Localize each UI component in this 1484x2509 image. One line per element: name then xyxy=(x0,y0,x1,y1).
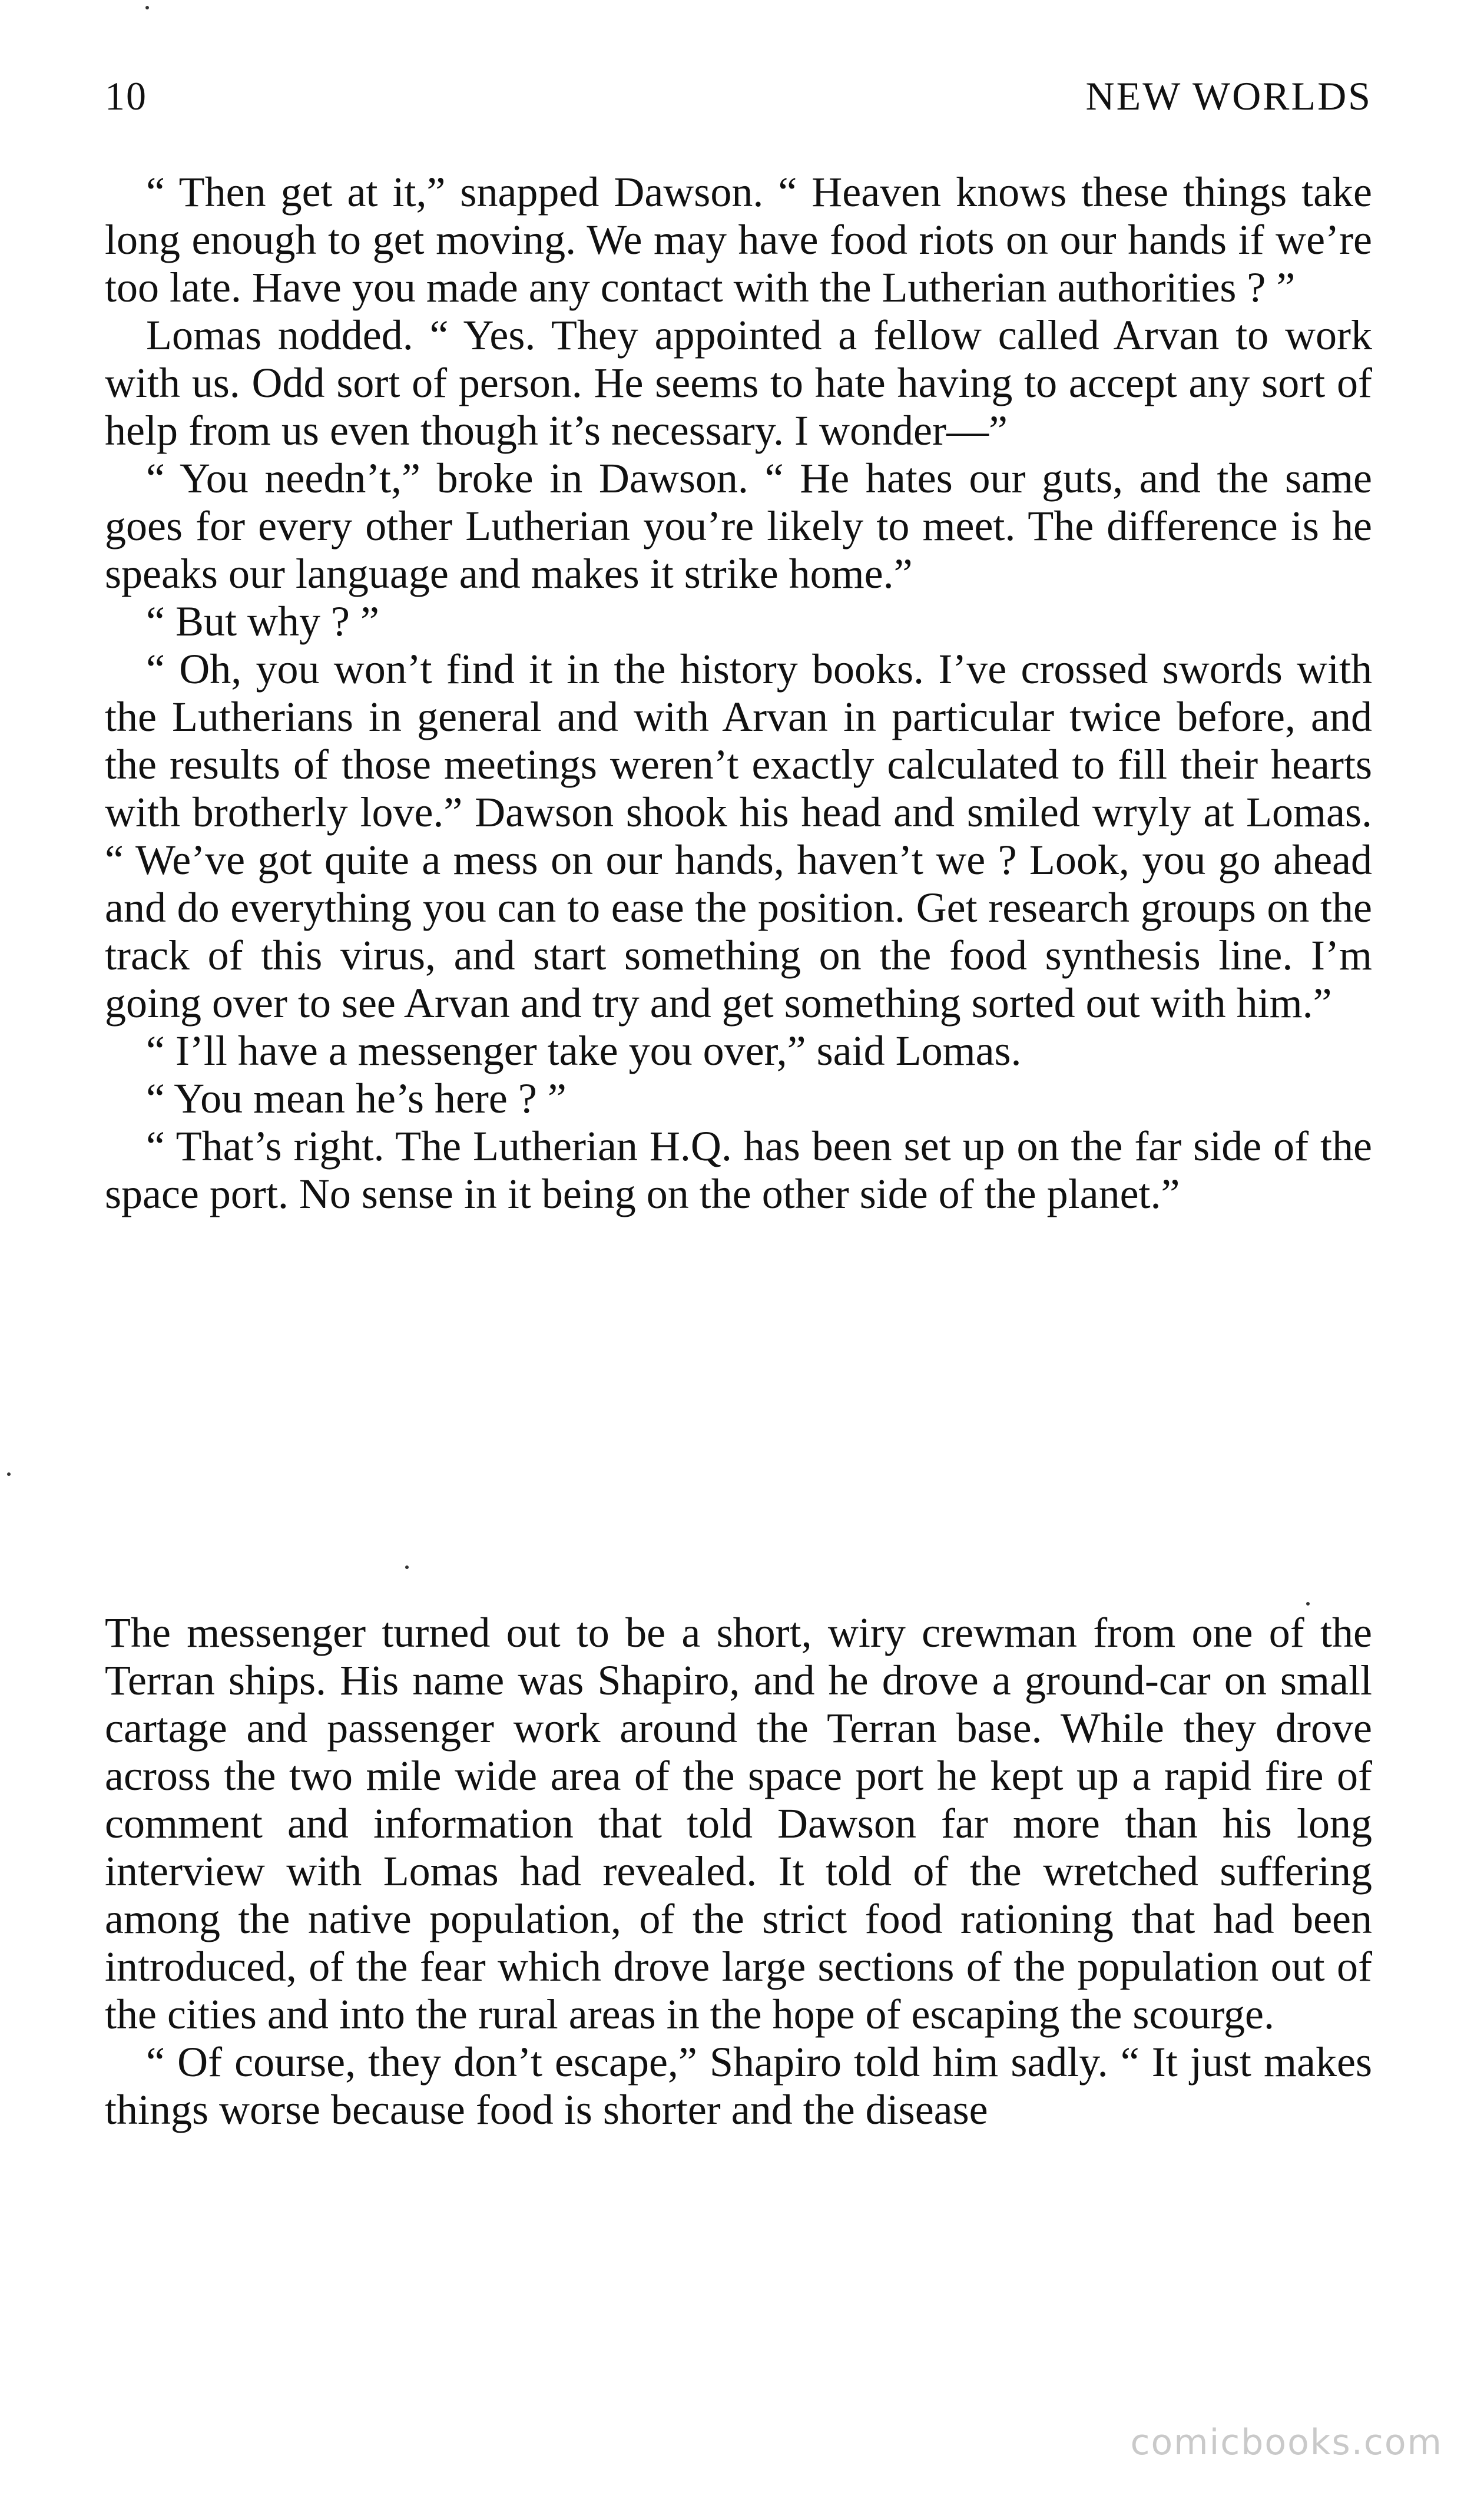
watermark: comicbooks.com xyxy=(1130,2422,1443,2463)
running-title: NEW WORLDS xyxy=(1085,74,1372,118)
ink-speck xyxy=(1306,1602,1310,1606)
paragraph: “ Oh, you won’t find it in the history books. I’ve crossed swords with the Lutherians in general and with Arvan in particular twice before, and the results of those meetings weren’t exactly calculated to fill their hearts with brotherly love.” Dawson shook his head and smiled wryly at Lomas. “ We’ve got quite a mess on our hands, haven’t we ? Look, you go ahead and do everything you can to ease the position. Get research groups on the track of this virus, and start something on the food synthesis line. I’m going over to see Arvan and try and get something sorted out with him.” xyxy=(105,646,1372,1027)
paragraph: “ That’s right. The Lutherian H.Q. has been set up on the far side of the space port. No sense in it being on the other side of the planet.” xyxy=(105,1123,1372,1217)
paragraph: “ But why ? ” xyxy=(146,598,379,645)
running-head xyxy=(105,69,1372,123)
paragraph: Lomas nodded. “ Yes. They appointed a fellow called Arvan to work with us. Odd sort of person. He seems to hate having to accept any sort of help from us even though it’s necessary. I wonder—” xyxy=(105,312,1372,454)
paragraph: “ Then get at it,” snapped Dawson. “ Heaven knows these things take long enough to get moving. We may have food riots on our hands if we’re too late. Have you made any contact with the Lutherian authorities ? ” xyxy=(105,168,1372,311)
paragraph: “ I’ll have a messenger take you over,” said Lomas. xyxy=(146,1027,1022,1074)
dialogue-section xyxy=(105,168,1372,1218)
ink-speck xyxy=(145,6,149,9)
page-number: 10 xyxy=(105,74,147,118)
paragraph: “ Of course, they don’t escape,” Shapiro told him sadly. “ It just makes things worse because food is shorter and the disease xyxy=(105,2038,1372,2133)
narrative-section xyxy=(105,1609,1372,2134)
ink-speck xyxy=(405,1565,409,1569)
paragraph: The messenger turned out to be a short, wiry crewman from one of the Terran ships. His name was Shapiro, and he drove a ground-car on small cartage and passenger work around the Terran base. While they drove across the two mile wide area of the space port he kept up a rapid fire of comment and information that told Dawson far more than his long interview with Lomas had revealed. It told of the wretched suffering among the native population, of the strict food rationing that had been introduced, of the fear which drove large sections of the population out of the cities and into the rural areas in the hope of escaping the scourge. xyxy=(105,1609,1372,2038)
paragraph: “ You needn’t,” broke in Dawson. “ He hates our guts, and the same goes for every other Lutherian you’re likely to meet. The difference is he speaks our language and makes it strike home.” xyxy=(105,455,1372,597)
ink-speck xyxy=(7,1472,11,1476)
paragraph: “ You mean he’s here ? ” xyxy=(146,1075,567,1122)
